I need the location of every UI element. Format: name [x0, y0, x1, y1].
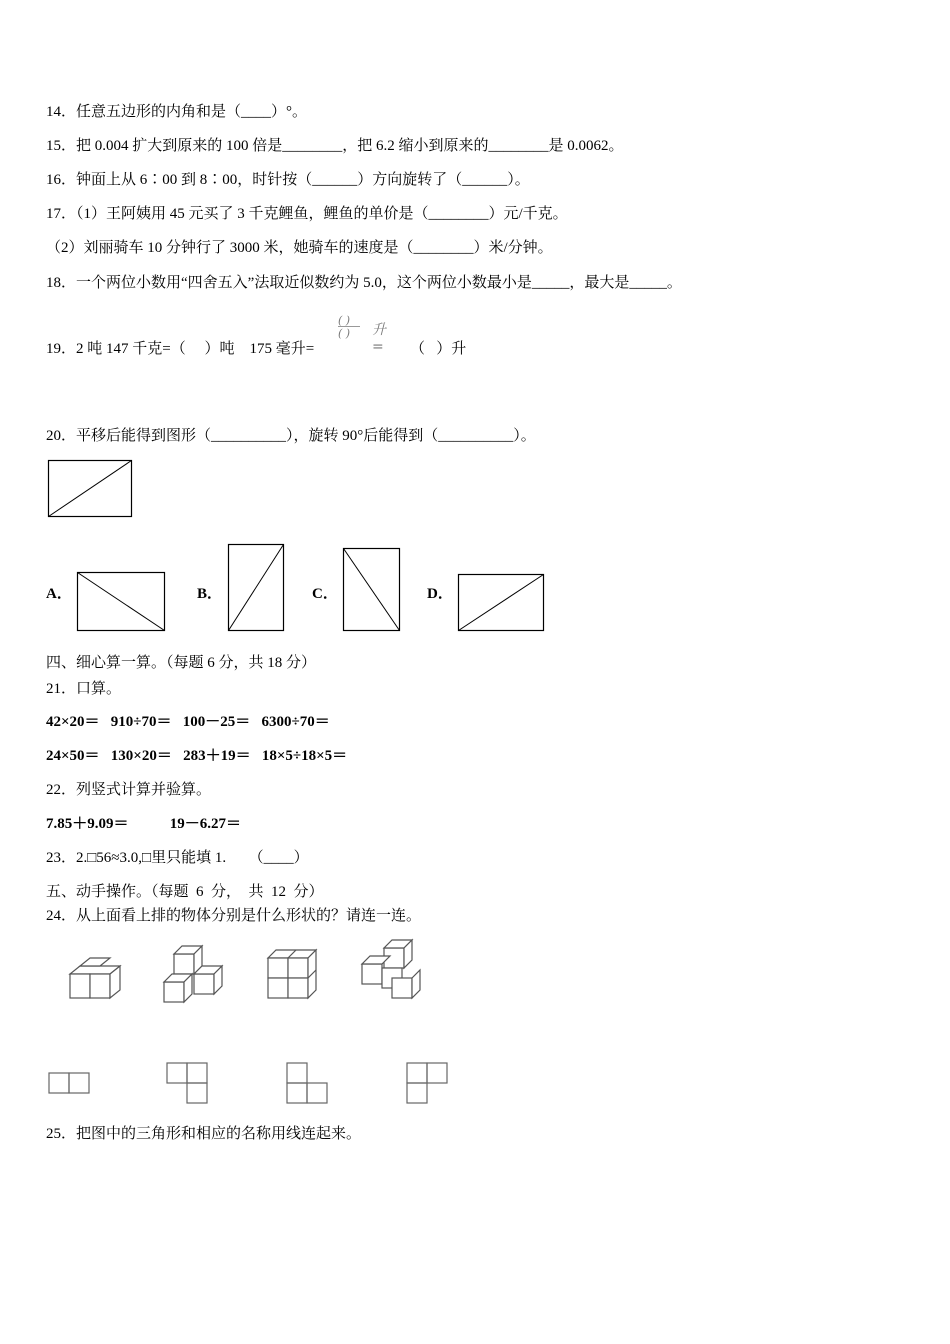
option-d-label: D． — [427, 586, 453, 602]
question-21: 21．口算。 — [46, 681, 122, 697]
question-17-part2: （2）刘丽骑车 10 分钟行了 3000 米，她骑车的速度是（________）米/分钟。 — [46, 240, 553, 256]
question-24: 24．从上面看上排的物体分别是什么形状的？请连一连。 — [46, 908, 422, 924]
option-d-figure — [458, 574, 544, 631]
top-view-shape-2 — [166, 1062, 208, 1104]
cube-figure-2 — [160, 944, 226, 1006]
question-15: 15．把 0.004 扩大到原来的 100 倍是________，把 6.2 缩小到原来的________是 0.0062。 — [46, 138, 624, 154]
reference-rectangle — [48, 460, 132, 517]
cube-figure-1 — [68, 958, 124, 1002]
fraction-image: ( ) ( ) 升 = — [338, 314, 386, 355]
top-view-shape-4 — [406, 1062, 448, 1104]
section-4-heading: 四、细心算一算。（每题 6 分，共 18 分） — [46, 655, 317, 671]
top-view-shape-1 — [48, 1072, 90, 1094]
question-21-row-1: 42×20＝ 910÷70＝ 100－25＝ 6300÷70＝ — [46, 714, 330, 730]
question-19-blank: （ ）升 — [410, 341, 467, 357]
option-b-label: B． — [197, 586, 223, 602]
question-20: 20．平移后能得到图形（__________），旋转 90°后能得到（__________）。 — [46, 428, 536, 444]
section-5-heading: 五、动手操作。（每题 6 分， 共 12 分） — [46, 884, 324, 900]
question-25: 25．把图中的三角形和相应的名称用线连起来。 — [46, 1126, 362, 1142]
option-c-label: C． — [312, 586, 338, 602]
question-18: 18．一个两位小数用“四舍五入”法取近似数约为 5.0，这个两位小数最小是_____，最大是_____。 — [46, 275, 682, 291]
question-22-row: 7.85＋9.09＝ 19－6.27＝ — [46, 816, 242, 832]
question-21-row-2: 24×50＝ 130×20＝ 283＋19＝ 18×5÷18×5＝ — [46, 748, 348, 764]
cube-figure-4 — [358, 938, 424, 1002]
question-16: 16．钟面上从 6∶00 到 8∶00，时针按（______）方向旋转了（______）。 — [46, 172, 530, 188]
cube-figure-3 — [264, 948, 322, 1002]
question-14: 14．任意五边形的内角和是（____）°。 — [46, 104, 308, 120]
question-22: 22．列竖式计算并验算。 — [46, 782, 212, 798]
top-view-shape-3 — [286, 1062, 328, 1104]
option-c-figure — [343, 548, 400, 631]
question-23: 23．2.□56≈3.0,□里只能填 1. （____） — [46, 850, 309, 866]
option-b-figure — [228, 544, 284, 631]
option-a-figure — [77, 572, 165, 631]
question-17-part1: 17．（1）王阿姨用 45 元买了 3 千克鲤鱼，鲤鱼的单价是（________）元/千克。 — [46, 206, 568, 222]
option-a-label: A． — [46, 586, 72, 602]
question-19: 19．2 吨 147 千克=（ ）吨 175 毫升= — [46, 341, 315, 357]
